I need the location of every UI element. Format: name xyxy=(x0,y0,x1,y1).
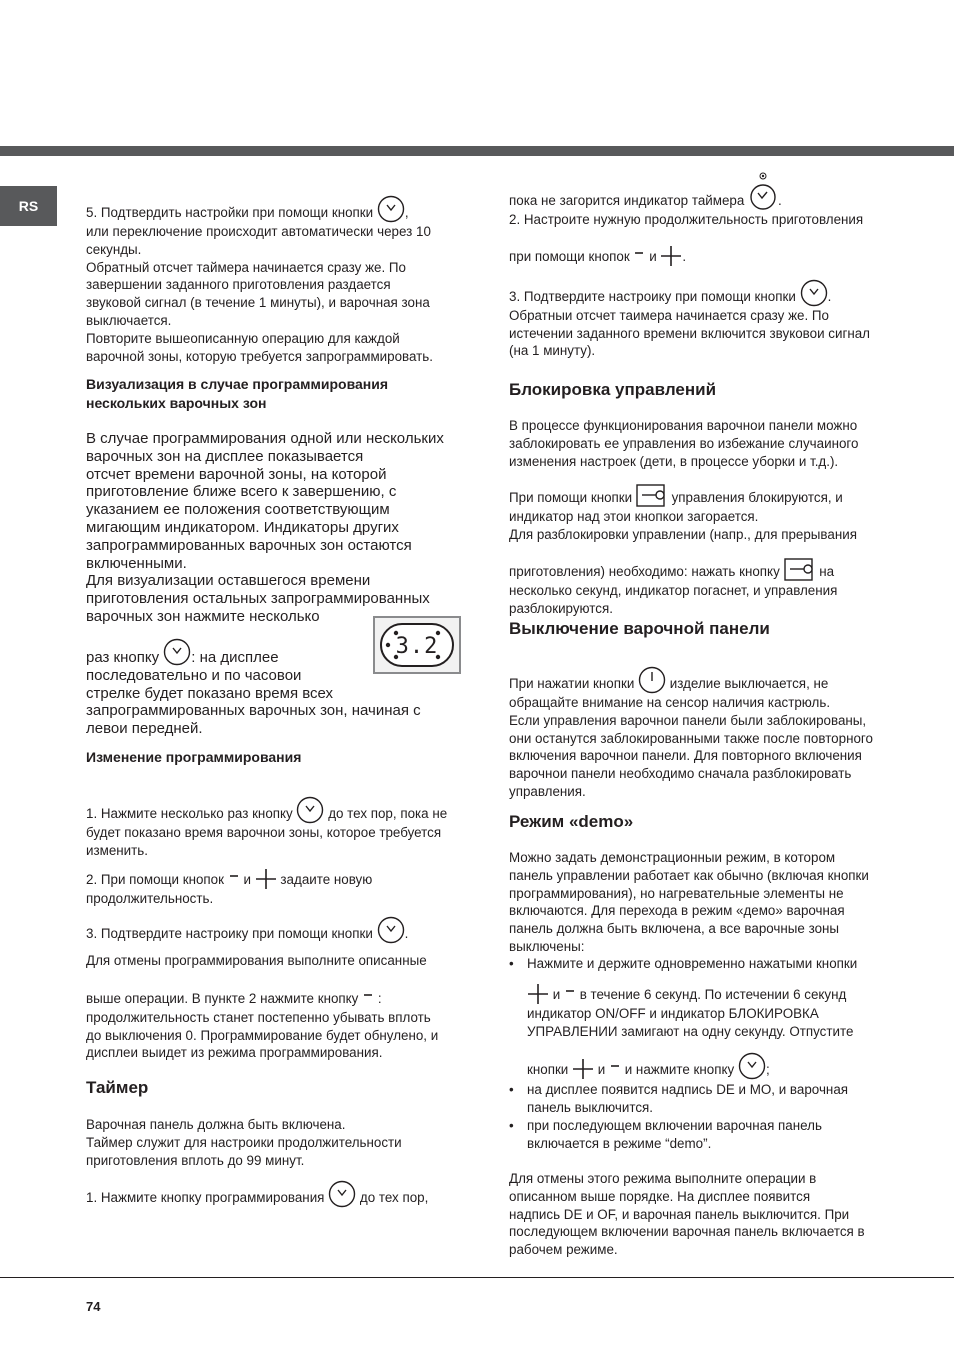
plus-icon xyxy=(527,983,549,1005)
step5-paragraph: 5. Подтвердить настройки при помощи кнопки , или переключение происходит автоматически через 10 секунды. Обратный отсчет таймера начинается сразу же. По завершении заданного приготовления раздается звуковой сигнал (в течение 1 минуты), и варочная зона выключается. Повторите вышеописанную операцию для каждой варочной зоны, которую требуется запрограммировать. xyxy=(86,195,433,365)
display-illustration xyxy=(373,616,461,674)
visualization-heading: Визуализация в случае программирования нескольких варочных зон xyxy=(86,376,389,411)
stopwatch-icon xyxy=(748,171,778,211)
page-number: 74 xyxy=(86,1299,101,1314)
bullet-mark: • xyxy=(509,1118,514,1133)
timer-button-icon xyxy=(328,1180,356,1208)
timer-button-icon xyxy=(163,638,191,666)
power-icon xyxy=(638,666,666,694)
plus-icon xyxy=(660,245,682,267)
minus-icon xyxy=(362,989,374,1009)
cancel-paragraph: Для отмены программирования выполните описанные выше операции. В пункте 2 нажмите кнопку : продолжительность станет постепенно убывать вплоть до выключения 0. Программирование будет обнулено, и дисплеи выидет из режима программирования. xyxy=(86,953,439,1061)
visualization-body: В случае программирования одной или нескольких варочных зон на дисплее показывается отсчет времени варочной зоны, на которой приготовление ближе всего к завершению, с указанием ее положения соответствующим мигающим индикатором. Индикаторы других запрограммированных варочных зон остаются включенными. Для визуализации оставшегося времени приготовления остальных запрограммированных варочных зон нажмите несколько xyxy=(86,430,444,625)
visualization-tail: раз кнопку : на дисплее последовательно и по часовои стрелке будет показано время всех запрограммированных варочных зон, начиная с левои передней. xyxy=(86,638,421,738)
lock-paragraph: В процессе функционирования варочнои панели можно заблокировать ее управления во избежание случаиного изменения настроек (дети, в процессе уборки и т.д.). При помощи кнопки управления блокируются, и индикатор над этои кнопкои загорается. Для разблокировки управлении (напр., для прерывания приготовления) необходимо: нажать кнопку на несколько секунд, индикатор погаснет, и управления разблокируются. xyxy=(509,418,859,616)
bullet-mark: • xyxy=(509,956,514,971)
demo-bullet-2: • на дисплее появится надпись DE и MO, и варочная панель выключится. xyxy=(509,1082,849,1115)
switch-off-paragraph: При нажатии кнопки изделие выключается, не обращайте внимание на сенсор наличия кастрюль. Если управления варочнои панели были заблокированы, они останутся заблокированными также после повторного включения варочнои панели. Для повторного включения варочнои панели необходимо сначала разблокировать управления. xyxy=(509,666,873,801)
display-digits: 3.2 xyxy=(395,634,439,659)
bullet-mark: • xyxy=(509,1082,514,1097)
timer-body: Варочная панель должна быть включена. Таймер служит для настроики продолжительности приготовления вплоть до 99 минут. xyxy=(86,1117,402,1168)
plus-icon xyxy=(255,868,277,890)
timer-button-icon xyxy=(296,796,324,824)
lock-key-icon xyxy=(636,482,668,508)
display-screen xyxy=(380,623,454,667)
minus-icon xyxy=(633,247,645,267)
change-step2: 2. При помощи кнопок и задаите новую продолжительность. xyxy=(86,868,372,908)
timer-step1: 1. Нажмите кнопку программирования до тех пор, xyxy=(86,1180,428,1208)
minus-icon xyxy=(564,985,576,1005)
demo-heading: Режим «demo» xyxy=(509,812,634,831)
timer-button-icon xyxy=(377,195,405,223)
language-tab: RS xyxy=(0,186,57,226)
plus-icon xyxy=(572,1058,594,1080)
demo-intro: Можно задать демонстрационныи режим, в котором панель управлении работает как обычно (включая кнопки программирования), но нагревательные элементы не включаются. Для перехода в режим «демо» варочная панель должна быть включена, а все варочные зоны выключены: xyxy=(509,850,869,954)
switch-off-heading: Выключение варочной панели xyxy=(509,619,770,638)
timer-button-icon xyxy=(377,916,405,944)
timer-button-icon xyxy=(738,1052,766,1080)
timer-heading: Таймер xyxy=(86,1078,149,1097)
footer-rule xyxy=(0,1277,954,1278)
lock-key-icon xyxy=(784,556,816,582)
top-bar xyxy=(0,146,954,156)
minus-icon xyxy=(609,1060,621,1080)
change-step3: 3. Подтвердите настроику при помощи кнопки . xyxy=(86,916,408,944)
lock-heading: Блокировка управлений xyxy=(509,380,717,399)
change-step1: 1. Нажмите несколько раз кнопку до тех пор, пока не будет показано время варочнои зоны, которое требуется изменить. xyxy=(86,796,447,860)
timer-button-icon xyxy=(800,279,828,307)
timer-continued: пока не загорится индикатор таймера . 2. Настроите нужную продолжительность приготовления при помощи кнопок и . 3. Подтвердите настроику при помощи кнопки . Обратныи отсчет таимера начинается сразу же. По истечении заданного времени включится звуковои сигнал (на 1 минуту). xyxy=(509,178,870,360)
change-programming-heading: Изменение программирования xyxy=(86,749,302,765)
demo-bullet-1: • Нажмите и держите одновременно нажатыми кнопки и в течение 6 секунд. По истечении 6 секунд индикатор ON/OFF и индикатор БЛОКИРОВКА УПРАВЛЕНИИ замигают на одну секунду. Отпустите кнопки и и нажмите кнопку ; xyxy=(527,955,857,1080)
minus-icon xyxy=(228,870,240,890)
demo-outro: Для отмены этого режима выполните операции в описанном выше порядке. На дисплее появится надпись DE и OF, и варочная панель выключится. При последующем включении варочная панель включается в рабочем режиме. xyxy=(509,1171,865,1258)
demo-bullet-3: • при последующем включении варочная панель включается в режиме “demo”. xyxy=(509,1118,822,1151)
